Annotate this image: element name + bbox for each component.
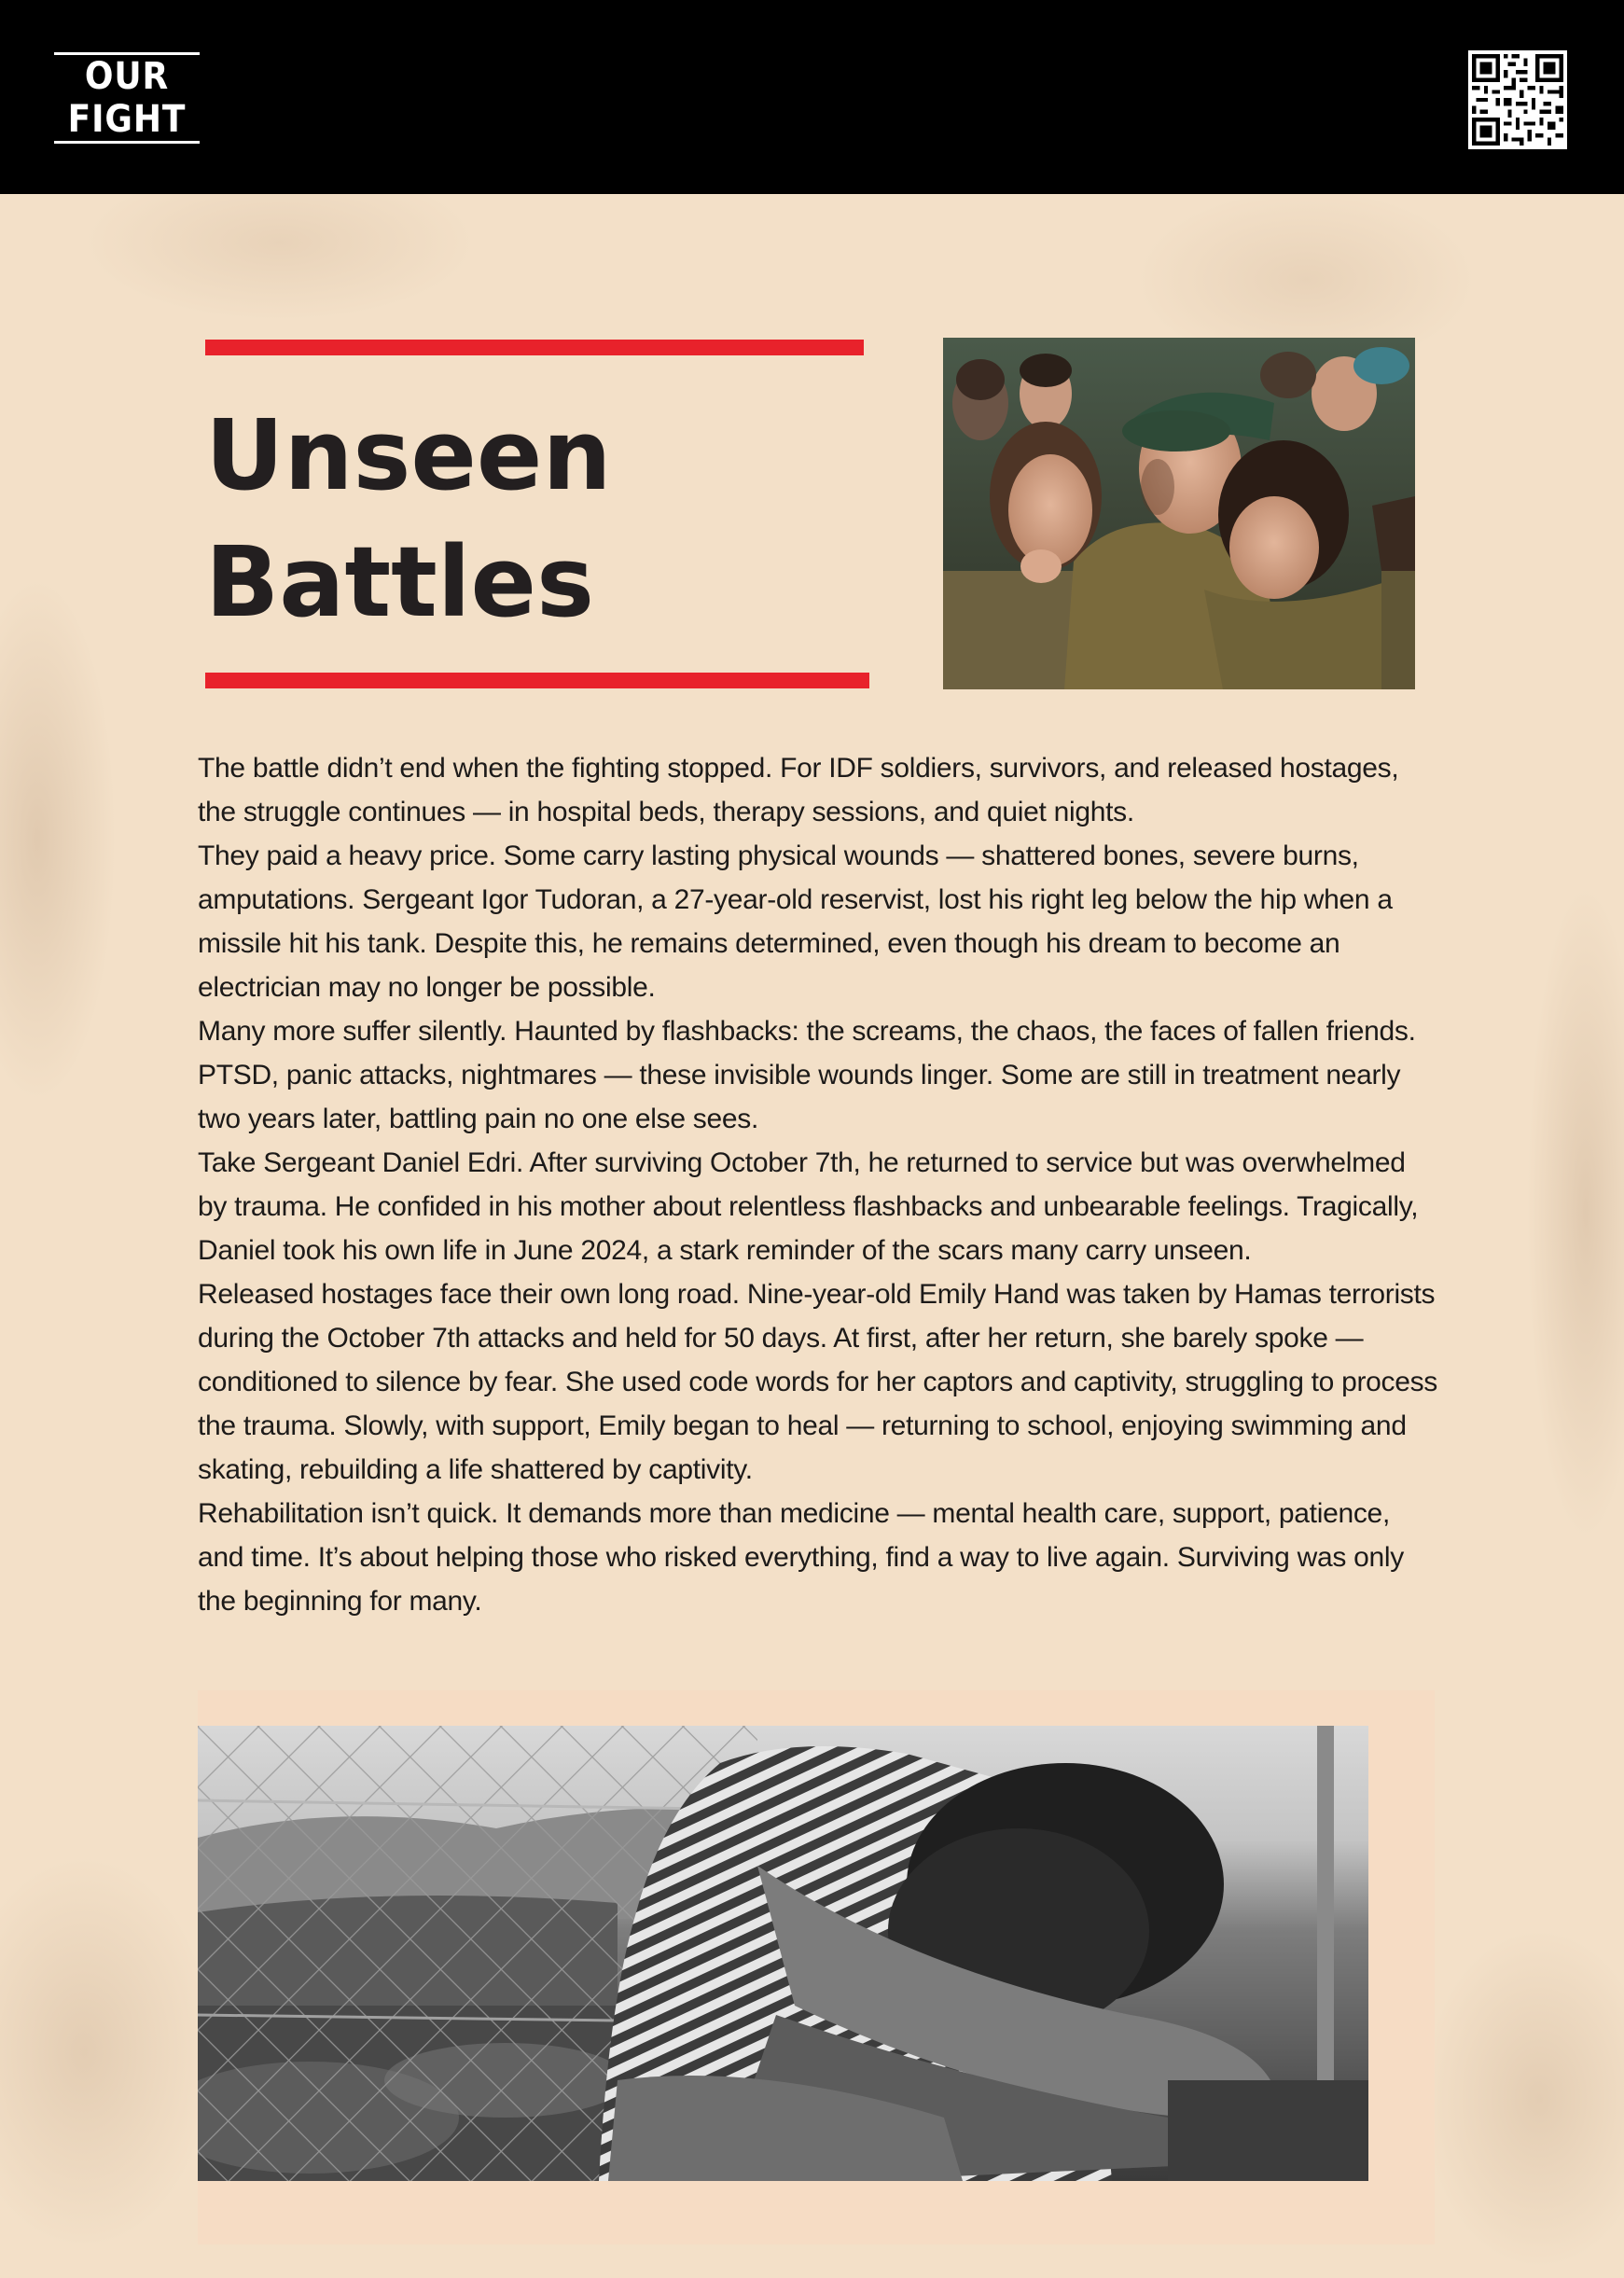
title-rule-bottom [205,673,869,688]
paragraph-emily-hand: Released hostages face their own long road. Nine-year-old Emily Hand was taken by Hamas terrorists during the October 7th attacks and held for 50 days. At first, after her return, she barely spoke — conditioned to silence by fear. She used code words for her captors and captivity, struggling to process the trauma. Slowly, with support, Emily began to heal — returning to school, enjoying swimming and skating, rebuilding a life shattered by captivity. [198,1279,1438,1485]
qr-code-icon[interactable] [1468,50,1567,149]
soldiers-embracing-photo [943,338,1415,689]
our-fight-logo[interactable] [54,52,200,147]
paragraph-rehabilitation: Rehabilitation isn’t quick. It demands more than medicine — mental health care, support, patience, and time. It’s about helping those who risked everything, find a way to live again. Surviving was only the beginning for many. [198,1498,1404,1617]
logo-line-1: OUR [84,55,170,98]
paragraph-intro: The battle didn’t end when the fighting stopped. For IDF soldiers, survivors, and released hostages, the struggle continues — in hospital beds, therapy sessions, and quiet nights. [198,753,1399,827]
page-title: Unseen Battles [205,398,612,639]
title-rule-top [205,340,864,355]
logo-line-2: FIGHT [67,98,187,141]
header-bar [0,0,1624,194]
paragraph-silent-suffering: Many more suffer silently. Haunted by flashbacks: the screams, the chaos, the faces of fallen friends. PTSD, panic attacks, nightmares — these invisible wounds linger. Some are still in treatment nearly two years later, battling pain no one else sees. [198,1016,1416,1134]
logo-rule-bottom [54,141,200,144]
article-body [198,746,1438,1623]
paragraph-physical-wounds: They paid a heavy price. Some carry lasting physical wounds — shattered bones, severe burns, amputations. Sergeant Igor Tudoran, a 27-year-old reservist, lost his right leg below the hip when a missile hit his tank. Despite this, he remains determined, even though his dream to become an electrician may no longer be possible. [198,840,1393,1003]
man-by-fence-photo [198,1726,1368,2181]
paragraph-daniel-edri: Take Sergeant Daniel Edri. After surviving October 7th, he returned to service but was overwhelmed by trauma. He confided in his mother about relentless flashbacks and unbearable feelings. Tragically, Daniel took his own life in June 2024, a stark reminder of the scars many carry unseen. [198,1147,1419,1266]
